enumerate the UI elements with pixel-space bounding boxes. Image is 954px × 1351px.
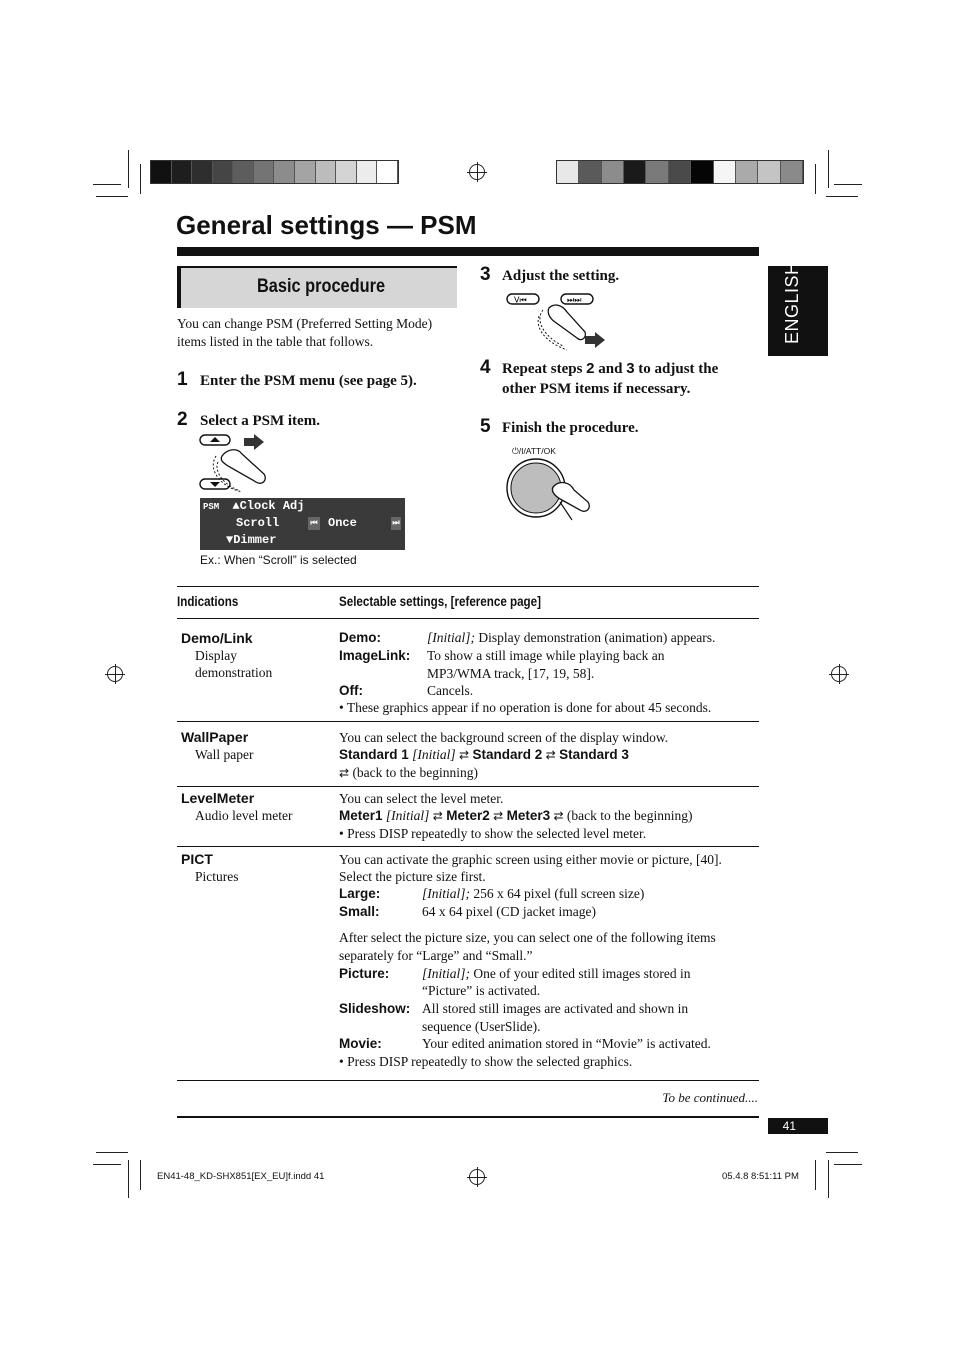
step-text: Adjust the setting. [502,268,620,284]
color-swatch [233,161,254,183]
step-text: Finish the procedure. [502,420,639,436]
power-button-label: ⏻/I/ATT/OK [512,446,556,456]
color-swatch [714,161,736,183]
color-bar-right [556,160,804,184]
color-swatch [192,161,213,183]
intro-text: You can change PSM (Preferred Setting Mode) items listed in the table that follows. [177,316,433,349]
language-tab: ENGLISH [768,266,828,356]
indication-demo-link: Demo/Link [181,630,253,646]
table-header-rule [177,618,759,619]
lcd-down-icon: ▼ [226,533,234,547]
svg-text:⏭⏭: ⏭⏭ [567,295,582,305]
color-swatch [646,161,668,183]
lcd-next-icon: ⏭ [392,519,400,528]
registration-mark-icon [107,666,123,682]
indication-wallpaper: WallPaper [181,729,249,745]
cycle-arrow-icon: ⇄ [432,809,443,823]
step-text: Select a PSM item. [200,413,320,429]
lcd-prev-icon: ⏮ [308,517,320,530]
color-swatch [151,161,172,183]
color-swatch [336,161,357,183]
crop-mark [128,1160,129,1198]
svg-text:V⏮: V⏮ [514,295,527,305]
crop-mark [140,1160,141,1190]
color-swatch [213,161,234,183]
color-swatch [357,161,378,183]
step-number: 5 [480,416,491,437]
crop-mark [815,1160,816,1190]
lcd-caption: Ex.: When “Scroll” is selected [200,553,357,567]
footer-file: EN41-48_KD-SHX851[EX_EU]f.indd 41 [157,1171,325,1182]
crop-mark [834,184,862,185]
cycle-arrow-icon: ⇄ [459,748,470,762]
title-rule [177,247,759,256]
to-be-continued: To be continued.... [662,1090,758,1105]
crop-mark [93,1164,121,1165]
step-text: Enter the PSM menu (see page 5). [200,373,417,389]
color-swatch [274,161,295,183]
cycle-arrow-icon: ⇄ [545,748,556,762]
basic-procedure-heading: Basic procedure [177,266,457,308]
cycle-arrow-icon: ⇄ [493,809,504,823]
color-swatch [781,161,803,183]
step-number: 2 [177,409,188,430]
crop-mark [93,184,121,185]
crop-mark [826,1152,858,1153]
row-rule [177,786,759,787]
color-bar-left [150,160,399,184]
color-swatch [254,161,275,183]
crop-mark [96,1152,128,1153]
crop-mark [834,1164,862,1165]
lcd-up-icon: ▲ [232,499,240,513]
row-rule [177,721,759,722]
table-bottom-rule [177,1080,759,1081]
step-number: 1 [177,369,188,390]
indication-levelmeter: LevelMeter [181,790,255,806]
bottom-rule [177,1116,759,1118]
table-header-settings: Selectable settings, [reference page] [339,594,541,609]
color-swatch [758,161,780,183]
footer-timestamp: 05.4.8 8:51:11 PM [722,1171,799,1182]
crop-mark [815,164,816,194]
row-rule [177,846,759,847]
registration-mark-icon [831,666,847,682]
registration-mark-icon [469,164,485,180]
step-text: Repeat steps 2 and 3 to adjust the other PSM items if necessary. [502,360,719,397]
crop-mark [828,150,829,188]
crop-mark [826,196,858,197]
crop-mark [828,1160,829,1198]
cycle-arrow-icon: ⇄ [553,809,564,823]
color-swatch [172,161,193,183]
crop-mark [140,164,141,194]
page-number: 41 [768,1118,828,1134]
crop-mark [128,150,129,188]
table-header-indications: Indications [177,594,239,609]
color-swatch [669,161,691,183]
color-swatch [691,161,713,183]
color-swatch [602,161,624,183]
step-number: 3 [480,264,491,285]
color-swatch [579,161,601,183]
color-swatch [295,161,316,183]
registration-mark-icon [469,1169,485,1185]
up-down-button-illustration [198,430,278,494]
crop-mark [96,196,128,197]
table-top-rule [177,586,759,587]
step-number: 4 [480,357,491,378]
prev-next-button-illustration [505,292,615,354]
color-swatch [624,161,646,183]
color-swatch [377,161,398,183]
color-swatch [557,161,579,183]
color-swatch [316,161,337,183]
color-swatch [736,161,758,183]
cycle-arrow-icon: ⇄ [339,766,350,780]
power-button-illustration [504,456,594,522]
indication-pict: PICT [181,851,213,867]
lcd-display: PSM ▲Clock Adj Scroll ⏮ Once ⏭ ▼Dimmer [200,498,405,550]
page-title: General settings — PSM [176,210,477,240]
